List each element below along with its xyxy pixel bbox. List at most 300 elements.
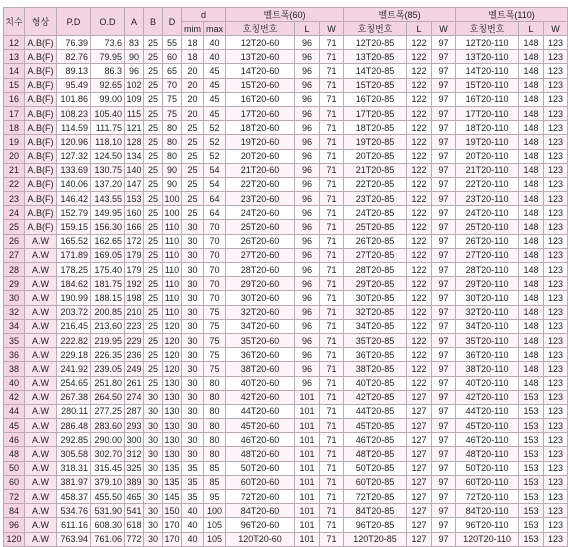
cell-d: 110	[163, 248, 182, 262]
cell-l-110: 148	[519, 135, 544, 149]
header-b: B	[144, 8, 163, 36]
cell-part-no-110: 26T20-110	[456, 234, 519, 248]
cell-d: 60	[163, 50, 182, 64]
cell-l-60: 96	[295, 206, 320, 220]
cell-pd: 152.79	[57, 206, 91, 220]
cell-w-85: 97	[432, 149, 456, 163]
cell-w-110: 123	[544, 36, 568, 50]
cell-od: 92.65	[91, 78, 125, 92]
cell-a: 166	[125, 220, 144, 234]
cell-shape: A.W	[25, 333, 57, 347]
cell-d: 145	[163, 490, 182, 504]
cell-part-no-85: 48T20-85	[344, 447, 407, 461]
cell-a: 109	[125, 92, 144, 106]
cell-b: 25	[144, 36, 163, 50]
cell-max: 75	[204, 319, 226, 333]
cell-max: 40	[204, 50, 226, 64]
cell-shape: A.B(F)	[25, 121, 57, 135]
cell-min: 25	[182, 163, 204, 177]
table-row	[4, 504, 568, 518]
cell-size: 13	[4, 50, 25, 64]
cell-w-85: 97	[432, 419, 456, 433]
cell-part-no-85: 72T20-85	[344, 490, 407, 504]
cell-w-110: 123	[544, 220, 568, 234]
cell-od: 251.80	[91, 376, 125, 390]
cell-l-110: 153	[519, 447, 544, 461]
cell-l-60: 96	[295, 220, 320, 234]
cell-b: 25	[144, 248, 163, 262]
cell-part-no-85: 19T20-85	[344, 135, 407, 149]
cell-pd: 611.16	[57, 518, 91, 532]
table-header	[4, 8, 568, 36]
cell-l-60: 96	[295, 348, 320, 362]
cell-w-110: 123	[544, 348, 568, 362]
cell-part-no-110: 84T20-110	[456, 504, 519, 518]
cell-w-60: 71	[320, 518, 344, 532]
cell-l-110: 153	[519, 518, 544, 532]
cell-max: 45	[204, 78, 226, 92]
cell-min: 30	[182, 433, 204, 447]
cell-min: 20	[182, 92, 204, 106]
cell-w-85: 97	[432, 404, 456, 418]
cell-d: 120	[163, 348, 182, 362]
cell-max: 70	[204, 263, 226, 277]
cell-b: 25	[144, 177, 163, 191]
cell-l-110: 148	[519, 149, 544, 163]
cell-b: 30	[144, 419, 163, 433]
cell-w-60: 71	[320, 390, 344, 404]
cell-d: 110	[163, 277, 182, 291]
cell-b: 25	[144, 206, 163, 220]
cell-a: 312	[125, 447, 144, 461]
header-part-no-60: 호칭번호	[226, 22, 295, 36]
cell-d: 110	[163, 220, 182, 234]
cell-part-no-85: 25T20-85	[344, 220, 407, 234]
cell-od: 200.85	[91, 305, 125, 319]
cell-w-110: 123	[544, 461, 568, 475]
cell-pd: 280.11	[57, 404, 91, 418]
cell-w-85: 97	[432, 532, 456, 546]
table-row	[4, 475, 568, 489]
cell-b: 25	[144, 263, 163, 277]
cell-b: 25	[144, 291, 163, 305]
cell-w-85: 97	[432, 475, 456, 489]
cell-pd: 95.49	[57, 78, 91, 92]
cell-a: 236	[125, 348, 144, 362]
cell-w-60: 71	[320, 504, 344, 518]
table-row	[4, 135, 568, 149]
header-l-85: L	[407, 22, 432, 36]
cell-part-no-85: 36T20-85	[344, 348, 407, 362]
cell-od: 175.40	[91, 263, 125, 277]
pulley-spec-table	[3, 7, 568, 547]
cell-part-no-85: 34T20-85	[344, 319, 407, 333]
cell-l-85: 122	[407, 149, 432, 163]
cell-pd: 229.18	[57, 348, 91, 362]
cell-w-110: 123	[544, 277, 568, 291]
cell-d: 130	[163, 404, 182, 418]
cell-w-110: 123	[544, 248, 568, 262]
cell-max: 64	[204, 206, 226, 220]
table-row	[4, 461, 568, 475]
cell-w-110: 123	[544, 333, 568, 347]
cell-l-85: 127	[407, 390, 432, 404]
cell-w-60: 71	[320, 263, 344, 277]
cell-l-85: 127	[407, 419, 432, 433]
cell-l-85: 122	[407, 192, 432, 206]
header-w-110: W	[544, 22, 568, 36]
cell-a: 147	[125, 177, 144, 191]
cell-od: 264.50	[91, 390, 125, 404]
cell-d: 135	[163, 461, 182, 475]
cell-w-110: 123	[544, 192, 568, 206]
cell-od: 188.15	[91, 291, 125, 305]
cell-part-no-60: 15T20-60	[226, 78, 295, 92]
cell-od: 124.50	[91, 149, 125, 163]
cell-size: 29	[4, 277, 25, 291]
cell-w-85: 97	[432, 234, 456, 248]
cell-w-60: 71	[320, 135, 344, 149]
cell-shape: A.W	[25, 277, 57, 291]
cell-shape: A.W	[25, 319, 57, 333]
cell-l-110: 153	[519, 433, 544, 447]
cell-min: 30	[182, 376, 204, 390]
header-l-60: L	[295, 22, 320, 36]
cell-l-60: 96	[295, 234, 320, 248]
cell-w-60: 71	[320, 362, 344, 376]
cell-a: 229	[125, 333, 144, 347]
cell-w-85: 97	[432, 121, 456, 135]
cell-max: 85	[204, 461, 226, 475]
cell-part-no-60: 22T20-60	[226, 177, 295, 191]
cell-d: 130	[163, 376, 182, 390]
cell-w-85: 97	[432, 333, 456, 347]
cell-max: 80	[204, 376, 226, 390]
cell-size: 14	[4, 64, 25, 78]
header-a: A	[125, 8, 144, 36]
cell-l-85: 127	[407, 518, 432, 532]
cell-d: 75	[163, 106, 182, 120]
cell-min: 30	[182, 291, 204, 305]
cell-l-85: 122	[407, 78, 432, 92]
table-row	[4, 490, 568, 504]
cell-w-85: 97	[432, 433, 456, 447]
cell-od: 379.10	[91, 475, 125, 489]
cell-part-no-110: 72T20-110	[456, 490, 519, 504]
table-row	[4, 333, 568, 347]
cell-w-85: 97	[432, 220, 456, 234]
cell-shape: A.B(F)	[25, 177, 57, 191]
cell-min: 30	[182, 333, 204, 347]
cell-max: 75	[204, 333, 226, 347]
cell-w-85: 97	[432, 461, 456, 475]
cell-part-no-85: 46T20-85	[344, 433, 407, 447]
cell-shape: A.B(F)	[25, 135, 57, 149]
cell-w-85: 97	[432, 504, 456, 518]
cell-l-85: 122	[407, 220, 432, 234]
cell-w-110: 123	[544, 532, 568, 546]
cell-l-110: 148	[519, 376, 544, 390]
cell-part-no-110: 45T20-110	[456, 419, 519, 433]
cell-part-no-85: 22T20-85	[344, 177, 407, 191]
cell-part-no-85: 42T20-85	[344, 390, 407, 404]
cell-part-no-85: 20T20-85	[344, 149, 407, 163]
cell-l-60: 96	[295, 36, 320, 50]
cell-od: 181.75	[91, 277, 125, 291]
cell-w-60: 71	[320, 490, 344, 504]
cell-od: 79.95	[91, 50, 125, 64]
table-row	[4, 348, 568, 362]
cell-w-110: 123	[544, 376, 568, 390]
cell-l-85: 127	[407, 490, 432, 504]
table-row	[4, 92, 568, 106]
table-row	[4, 291, 568, 305]
cell-pd: 305.58	[57, 447, 91, 461]
cell-min: 40	[182, 518, 204, 532]
cell-a: 389	[125, 475, 144, 489]
cell-size: 26	[4, 234, 25, 248]
cell-min: 18	[182, 36, 204, 50]
cell-od: 219.95	[91, 333, 125, 347]
cell-part-no-60: 34T20-60	[226, 319, 295, 333]
cell-part-no-60: 120T20-60	[226, 532, 295, 546]
cell-pd: 184.62	[57, 277, 91, 291]
cell-pd: 171.89	[57, 248, 91, 262]
cell-od: 169.05	[91, 248, 125, 262]
cell-part-no-60: 20T20-60	[226, 149, 295, 163]
cell-b: 25	[144, 106, 163, 120]
cell-max: 70	[204, 248, 226, 262]
cell-part-no-60: 46T20-60	[226, 433, 295, 447]
cell-max: 105	[204, 518, 226, 532]
cell-part-no-110: 24T20-110	[456, 206, 519, 220]
cell-a: 287	[125, 404, 144, 418]
cell-w-60: 71	[320, 234, 344, 248]
cell-w-110: 123	[544, 206, 568, 220]
cell-part-no-60: 14T20-60	[226, 64, 295, 78]
cell-part-no-60: 50T20-60	[226, 461, 295, 475]
cell-w-60: 71	[320, 461, 344, 475]
cell-od: 226.35	[91, 348, 125, 362]
cell-a: 274	[125, 390, 144, 404]
cell-min: 30	[182, 419, 204, 433]
cell-part-no-60: 48T20-60	[226, 447, 295, 461]
cell-l-60: 96	[295, 92, 320, 106]
cell-part-no-110: 96T20-110	[456, 518, 519, 532]
cell-l-110: 148	[519, 234, 544, 248]
cell-min: 30	[182, 362, 204, 376]
cell-part-no-85: 45T20-85	[344, 419, 407, 433]
cell-l-60: 101	[295, 390, 320, 404]
cell-l-85: 127	[407, 532, 432, 546]
cell-max: 54	[204, 177, 226, 191]
table-row	[4, 220, 568, 234]
cell-min: 30	[182, 390, 204, 404]
cell-d: 70	[163, 78, 182, 92]
cell-d: 90	[163, 177, 182, 191]
cell-a: 772	[125, 532, 144, 546]
cell-d: 170	[163, 518, 182, 532]
cell-w-85: 97	[432, 490, 456, 504]
cell-part-no-85: 27T20-85	[344, 248, 407, 262]
cell-pd: 318.31	[57, 461, 91, 475]
cell-min: 30	[182, 220, 204, 234]
cell-l-110: 148	[519, 121, 544, 135]
cell-w-60: 71	[320, 248, 344, 262]
cell-l-110: 153	[519, 461, 544, 475]
cell-w-60: 71	[320, 92, 344, 106]
cell-l-110: 148	[519, 163, 544, 177]
cell-w-60: 71	[320, 106, 344, 120]
cell-l-85: 122	[407, 319, 432, 333]
cell-part-no-110: 50T20-110	[456, 461, 519, 475]
cell-w-110: 123	[544, 305, 568, 319]
cell-part-no-60: 26T20-60	[226, 234, 295, 248]
cell-w-60: 71	[320, 419, 344, 433]
cell-w-110: 123	[544, 121, 568, 135]
cell-shape: A.B(F)	[25, 206, 57, 220]
cell-w-110: 123	[544, 319, 568, 333]
cell-w-110: 123	[544, 50, 568, 64]
cell-part-no-60: 13T20-60	[226, 50, 295, 64]
cell-b: 30	[144, 475, 163, 489]
cell-part-no-60: 30T20-60	[226, 291, 295, 305]
cell-part-no-85: 40T20-85	[344, 376, 407, 390]
cell-max: 80	[204, 433, 226, 447]
cell-w-60: 71	[320, 64, 344, 78]
cell-b: 25	[144, 163, 163, 177]
cell-part-no-85: 13T20-85	[344, 50, 407, 64]
cell-min: 30	[182, 277, 204, 291]
cell-part-no-60: 40T20-60	[226, 376, 295, 390]
cell-w-85: 97	[432, 206, 456, 220]
cell-w-60: 71	[320, 532, 344, 546]
cell-l-85: 122	[407, 206, 432, 220]
cell-pd: 254.65	[57, 376, 91, 390]
header-size: 치수	[4, 8, 25, 36]
cell-b: 30	[144, 518, 163, 532]
cell-shape: A.W	[25, 291, 57, 305]
cell-l-85: 127	[407, 475, 432, 489]
table-row	[4, 532, 568, 546]
cell-shape: A.B(F)	[25, 149, 57, 163]
table-row	[4, 277, 568, 291]
cell-part-no-110: 23T20-110	[456, 192, 519, 206]
cell-l-60: 101	[295, 504, 320, 518]
table-row	[4, 447, 568, 461]
cell-part-no-60: 36T20-60	[226, 348, 295, 362]
cell-part-no-60: 35T20-60	[226, 333, 295, 347]
cell-d: 75	[163, 92, 182, 106]
table-row	[4, 305, 568, 319]
cell-size: 27	[4, 248, 25, 262]
cell-shape: A.W	[25, 248, 57, 262]
cell-b: 30	[144, 461, 163, 475]
cell-size: 60	[4, 475, 25, 489]
cell-part-no-85: 24T20-85	[344, 206, 407, 220]
cell-l-85: 122	[407, 36, 432, 50]
cell-od: 73.6	[91, 36, 125, 50]
cell-part-no-85: 84T20-85	[344, 504, 407, 518]
cell-max: 64	[204, 192, 226, 206]
cell-w-85: 97	[432, 376, 456, 390]
cell-min: 35	[182, 475, 204, 489]
cell-od: 130.75	[91, 163, 125, 177]
cell-part-no-60: 60T20-60	[226, 475, 295, 489]
header-belt-60: 벨트폭(60)	[226, 8, 344, 22]
cell-d: 90	[163, 163, 182, 177]
cell-part-no-60: 72T20-60	[226, 490, 295, 504]
cell-part-no-110: 28T20-110	[456, 263, 519, 277]
cell-w-60: 71	[320, 447, 344, 461]
table-row	[4, 106, 568, 120]
table-row	[4, 121, 568, 135]
table-row	[4, 36, 568, 50]
cell-size: 48	[4, 447, 25, 461]
cell-part-no-85: 50T20-85	[344, 461, 407, 475]
cell-part-no-60: 19T20-60	[226, 135, 295, 149]
cell-part-no-85: 29T20-85	[344, 277, 407, 291]
cell-b: 25	[144, 149, 163, 163]
cell-pd: 286.48	[57, 419, 91, 433]
cell-a: 134	[125, 149, 144, 163]
cell-pd: 76.39	[57, 36, 91, 50]
cell-w-110: 123	[544, 149, 568, 163]
cell-shape: A.B(F)	[25, 92, 57, 106]
cell-w-85: 97	[432, 348, 456, 362]
cell-d: 150	[163, 504, 182, 518]
cell-size: 24	[4, 206, 25, 220]
cell-a: 223	[125, 319, 144, 333]
table-row	[4, 177, 568, 191]
cell-shape: A.W	[25, 447, 57, 461]
cell-part-no-110: 15T20-110	[456, 78, 519, 92]
cell-d: 130	[163, 447, 182, 461]
cell-max: 45	[204, 92, 226, 106]
cell-l-110: 148	[519, 348, 544, 362]
cell-part-no-60: 24T20-60	[226, 206, 295, 220]
cell-l-60: 96	[295, 106, 320, 120]
cell-a: 261	[125, 376, 144, 390]
cell-l-85: 122	[407, 163, 432, 177]
cell-part-no-85: 18T20-85	[344, 121, 407, 135]
cell-od: 111.75	[91, 121, 125, 135]
cell-w-85: 97	[432, 319, 456, 333]
cell-max: 105	[204, 532, 226, 546]
cell-part-no-85: 60T20-85	[344, 475, 407, 489]
cell-part-no-60: 44T20-60	[226, 404, 295, 418]
cell-part-no-110: 34T20-110	[456, 319, 519, 333]
cell-max: 75	[204, 362, 226, 376]
cell-l-85: 127	[407, 433, 432, 447]
cell-w-110: 123	[544, 106, 568, 120]
cell-l-85: 122	[407, 177, 432, 191]
cell-max: 45	[204, 106, 226, 120]
cell-pd: 140.06	[57, 177, 91, 191]
cell-l-85: 127	[407, 504, 432, 518]
table-row	[4, 263, 568, 277]
cell-b: 25	[144, 121, 163, 135]
cell-l-60: 96	[295, 291, 320, 305]
cell-part-no-110: 36T20-110	[456, 348, 519, 362]
table-row	[4, 64, 568, 78]
cell-b: 25	[144, 64, 163, 78]
cell-pd: 133.69	[57, 163, 91, 177]
cell-size: 25	[4, 220, 25, 234]
cell-w-85: 97	[432, 518, 456, 532]
cell-size: 30	[4, 291, 25, 305]
cell-max: 75	[204, 305, 226, 319]
